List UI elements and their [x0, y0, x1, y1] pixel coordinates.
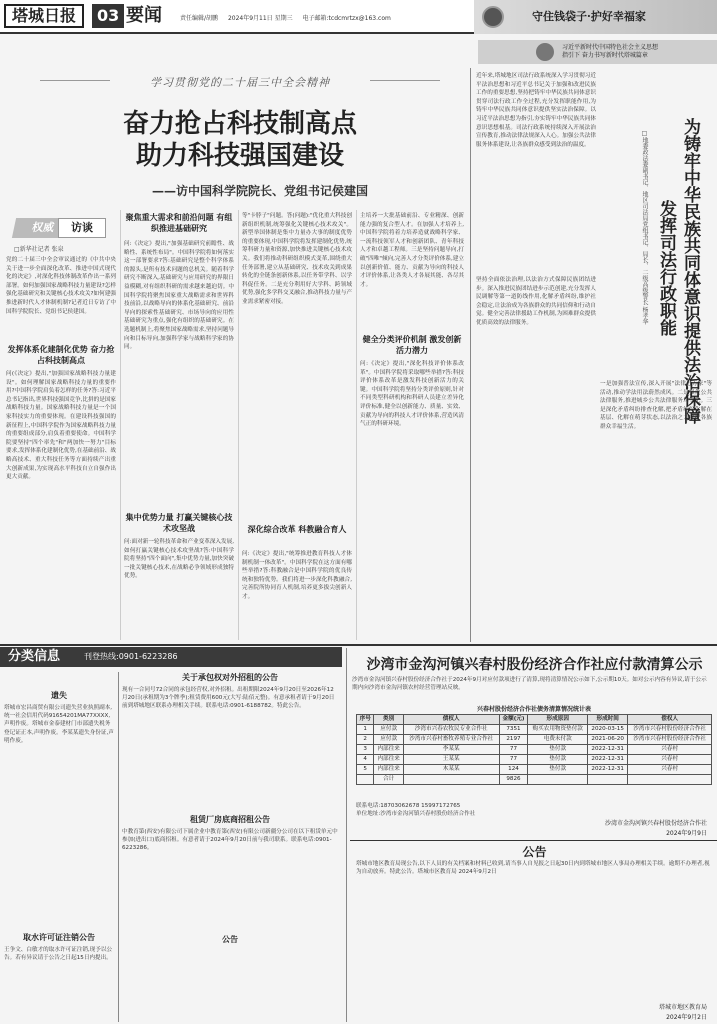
column-2-text: 问:《决定》提出,"加强基础研究前瞻性、战略性、系统性布局"。中国科学院将如何落实这一部署要求?答:基础研究是整个科学体系的源头,是所有技术问题的总机关。随着科学研究不断深入,基础研究与应用研究的界限日益模糊,对有组织科研的需求越来越迫切。中国科学院将聚焦国家重大战略需求和世界科技前沿,以战略导向的体系化基础研究、前沿导向的探索性基础研究、市场导向的应用性基础研究为重点,强化有组织的基础研究。在选题机制上,将聚焦国家战略需求,坚持问题导向和目标导向,加强科学家与战略科学家的协同。 — [124, 241, 234, 351]
table-cell: 2022-12-31 — [588, 765, 628, 775]
rent-notice-title: 租赁厂房底商招租公告 — [190, 815, 270, 824]
table-cell: 应付款 — [374, 735, 403, 745]
table-cell: 垫付款 — [528, 755, 588, 765]
right-article-text-b: 坚持全面依法治理,以法治方式保障民族团结进步。深入推进民族团结进步示范创建,充分发挥人民调解等第一道防线作用,化解矛盾纠纷,维护社会稳定,让法治成为各族群众的共同信仰和行动自觉。健全完善法律援助工作机制,为困难群众提供优质高效的法律服务。 — [476, 277, 596, 326]
column-rule — [238, 210, 239, 640]
table-cell — [357, 775, 374, 785]
table-cell: 垫付款 — [528, 745, 588, 755]
column-rule — [120, 210, 121, 640]
table-cell: 2022-12-31 — [588, 755, 628, 765]
table-header: 债权人 — [403, 715, 499, 725]
table-cell — [628, 775, 712, 785]
right-banner-text — [562, 44, 658, 60]
table-row — [357, 725, 712, 735]
table-cell: 1 — [357, 725, 374, 735]
column-2b-text: 问:面对新一轮科技革命和产业变革深入发展,如何打赢关键核心技术攻坚战?答:中国科学院将坚持"四个面向",集中优势力量,加快突破一批关键核心技术,在战略必争领域形成独特优势。 — [124, 539, 234, 580]
lease-notice-title: 关于承包权对外招租的公告 — [182, 673, 278, 682]
table-cell: 124 — [499, 765, 528, 775]
banner-slogan: 守住钱袋子·护好幸福家 — [532, 10, 646, 23]
table-cell: 电费未付款 — [528, 735, 588, 745]
table-cell: 内部往来 — [374, 765, 403, 775]
announce-notice-title: 公告 — [222, 935, 238, 944]
table-cell: 兴春村 — [628, 755, 712, 765]
lease-notice-text: 现有一合同号72合同的承包经营权,对外招租。出租期限2024年9月20日至2026年12月20日(承租期为3个牌季);租赁费用600元(大写:陆佰元整)。有意承租者请于9月20日前到塔城地区联系办理相关手续。联系电话:0901-6188782。特此公告。 — [122, 687, 335, 710]
table-cell: 2021-06-20 — [588, 735, 628, 745]
byline: □新华社记者 张泉 — [14, 246, 64, 253]
column-3-text: 等"卡脖子"问题。答(问题):"优化重大科技创新组织机制,统筹强化关键核心技术攻关"。新型举国体制是集中力量办大事的制度优势的重要体现,中国科学院将发挥建制化优势,统筹科研力量和资源,加快推进关键核心技术攻关。我们将推动科研组织模式变革,围绕重大任务部署,建立从基础研究、技术攻关到成果转化的全链条创新体系,以任务带学科、以学科促任务。二是充分利用好大学科、跨领域优势,强化多学科交叉融合,推动科技力量与产业需求紧密对接。 — [242, 213, 352, 305]
table-header: 形成原因 — [528, 715, 588, 725]
table-cell: 合计 — [374, 775, 403, 785]
auction-notice-title: 取水许可证注销公告 — [23, 933, 95, 942]
flag-icon — [536, 43, 554, 61]
table-cell: 9826 — [499, 775, 528, 785]
column-3b-text: 问:《决定》提出,"统筹推进教育科技人才体制机制一体改革"。中国科学院在这方面有哪些举措?答:科教融合是中国科学院的优良传统和独特优势。我们将进一步深化科教融合,完善院所协同育人机制,培养更多拔尖创新人才。 — [242, 551, 352, 600]
right-banner-line2: 指引下 奋力书写新时代塔城篇章 — [562, 52, 648, 59]
classifieds-phone: 刊登热线:0901-6223286 — [84, 652, 178, 661]
page-number: 03 — [92, 4, 124, 28]
announce-date: 2024年9月2日 — [666, 1014, 707, 1021]
column-tag-2: 访谈 — [58, 218, 106, 238]
table-cell: 沙湾市兴春村股份经济合作社 — [628, 735, 712, 745]
announce-text: 塔城市地区教育局现公告,以下人员的有关档案和材料已收到,请当事人自见报之日起30日内到塔城市地区人事局办理相关手续。逾期不办理者,视为自动放弃。特此公告。塔城市区教育局 2024年9月2日 — [356, 861, 710, 876]
table-cell: 沙湾市兴春村股份经济合作社 — [628, 725, 712, 735]
right-article-text-c: 一是加强普法宣传,深入开展"法律进万家"等活动,推动学法用法蔚然成风。二是强化公共法律服务,推进城乡公共法律服务均等化。三是深化矛盾纠纷排查化解,把矛盾纠纷化解在基层、化解在萌芽状态,以法治之力守护各族群众幸福生活。 — [600, 381, 712, 430]
right-article-title: 为铸牢中华民族共同体意识提供法治保障 — [680, 118, 700, 424]
table-cell: 2020-03-15 — [588, 725, 628, 735]
table-cell: 5 — [357, 765, 374, 775]
section-heading-5: 健全分类评价机制 激发创新活力潜力 — [362, 335, 462, 355]
intro-text: 党的二十届三中全会审议通过的《中共中央关于进一步全面深化改革、推进中国式现代化的决定》,对深化科技体制改革作出一系列部署。如何加强国家战略科技力量建设?怎样强化基础研究和关键核心技术攻关?如何建强推进新时代人才体制机制?记者近日专访了中国科学院院长、党组书记侯建国。 — [6, 257, 116, 315]
table-cell: 李某某 — [403, 745, 499, 755]
contact-address: 单位地址:沙湾市金沟河镇兴春村股份经济合作社 — [356, 811, 476, 818]
notice-signer: 沙湾市金沟河镇兴春村股份经济合作社 — [604, 820, 707, 827]
headline-line2: 助力科技强国建设 — [135, 141, 344, 171]
auction-notice-text: 王争文、白敏才的取水许可证注销,现予以公告。若有异议请于公告之日起15日内提出。 — [4, 947, 113, 962]
section-divider — [470, 68, 471, 642]
table-cell: 兴春村 — [628, 765, 712, 775]
table-header: 序号 — [357, 715, 374, 725]
classifieds-title: 分类信息 — [8, 649, 61, 664]
editor: 责任编辑/胡鹏 — [180, 15, 219, 22]
section-heading-4: 深化综合改革 科教融合育人 — [247, 525, 347, 534]
column-4b-text: 问:《决定》提出,"深化科技评价体系改革"。中国科学院将采取哪些举措?答:科技评价体系改革是激发科技创新活力的关键。中国科学院将坚持分类评价原则,针对不同类型科研机构和科研人员建立差异化评价标准,健全以创新能力、质量、实效、贡献为导向的科技人才评价体系,营造风清气正的科研环境。 — [360, 361, 464, 428]
table-cell: 购买农用物资垫付款 — [528, 725, 588, 735]
table-cell: 王某某 — [403, 755, 499, 765]
table-row — [357, 745, 712, 755]
section-divider — [0, 644, 717, 646]
column-tag: 权威 — [12, 218, 74, 238]
table-header: 类别 — [374, 715, 403, 725]
table-row — [357, 735, 712, 745]
table-cell: 77 — [499, 755, 528, 765]
table-header-row — [357, 715, 712, 725]
notice-title: 沙湾市金沟河镇兴春村股份经济合作社应付款清算公示 — [366, 657, 703, 673]
contact-phone: 联系电话:18703062678 15997172765 — [356, 803, 461, 809]
classifieds-bar — [0, 647, 342, 667]
table-header: 偿权人 — [628, 715, 712, 725]
email: 电子邮箱:tcdcmrtzx@163.com — [302, 15, 391, 22]
right-article-title-2: 发挥司法行政职能 — [656, 200, 676, 336]
section-heading-3: 集中优势力量 打赢关键核心技术攻坚战 — [125, 513, 233, 533]
feature-motto: 学习贯彻党的二十届三中全会精神 — [150, 76, 330, 89]
announce-signer: 塔城市地区教育局 — [658, 1004, 707, 1011]
notice-intro: 沙湾市金沟河镇兴春村股份经济合作社于2024年9月对应付款项进行了清算,现将清算情况公示如下,公示期10天。如对公示内容有异议,请于公示期内向沙湾市金沟河镇农村经营管理站反映。 — [352, 677, 707, 691]
right-article-text-a: 近年来,塔城地区司法行政系统深入学习贯彻习近平法治思想和习近平总书记关于加强和改进民族工作的重要思想,坚持把铸牢中华民族共同体意识贯穿司法行政工作全过程,充分发挥职能作用,为铸牢中华民族共同体意识提供坚实法治保障。以习近平法治思想为指引,夯实铸牢中华民族共同体意识思想根基。司法行政系统持续深入开展法治宣传教育,推动法律法规深入人心。加强公共法律服务体系建设,让各族群众感受到法治的温度。 — [476, 73, 596, 148]
table-cell: 垫付款 — [528, 765, 588, 775]
slogan-banner — [474, 0, 717, 34]
masthead — [0, 0, 717, 34]
column-1-text: 问(《决定》提出,"加强国家战略科技力量建设"。如何理解国家战略科技力量的重要作用?中国科学院肩负着怎样的任务?答:习近平总书记指出,世界科技强国竞争,比拼的是国家战略科技力量。国家战略科技力量是一个国家科技实力的重要体现。在建设科技强国的新征程上,中国科学院作为国家战略科技力量的重要组成部分,肩负着重要使命。中国科学院要坚持"四个率先"和"两加快一努力"目标要求,发挥体系化建制化优势,在基础前沿、战略高技术、重大科技任务等方面持续产出重大创新成果,为实现高水平科技自立自强作出更大贡献。 — [6, 371, 116, 481]
section-heading-2: 聚焦重大需求和前沿问题 有组织推进基础研究 — [125, 213, 233, 233]
table-cell: 兴春村 — [628, 745, 712, 755]
notice-contact — [356, 802, 596, 822]
right-article-byline: □地委政法委副书记、地区司法局党组书记、局长、二级高级警长 杨孝华 — [641, 130, 648, 325]
table-caption: 兴春村股份经济合作社债务清算情况统计表 — [476, 706, 591, 713]
divider — [350, 840, 717, 841]
lost-notice-title: 遗失 — [51, 691, 67, 700]
table-cell — [528, 775, 588, 785]
table-row — [357, 755, 712, 765]
table-cell: 沙湾市兴春村畜牧养殖专业合作社 — [403, 735, 499, 745]
table-cell: 应付款 — [374, 725, 403, 735]
table-cell: 沙湾市兴春农牧民专业合作社 — [403, 725, 499, 735]
subheadline: ——访中国科学院院长、党组书记侯建国 — [151, 184, 368, 198]
table-cell — [588, 775, 628, 785]
table-header: 形成时间 — [588, 715, 628, 725]
section-divider — [346, 648, 347, 1022]
table-cell: 77 — [499, 745, 528, 755]
right-banner — [478, 40, 717, 64]
column-4-text: 主培养一大批基础前沿、专业精深、创新能力强的复合型人才。在加强人才培养上,中国科学院将着力培养造就战略科学家、一流科技领军人才和创新团队、青年科技人才和卓越工程师。三是坚持问题导向,打破"四唯"倾向,完善人才分类评价体系,建立以创新价值、能力、贡献为导向的科技人才评价体系,让各类人才各展其能、各尽其才。 — [360, 213, 464, 288]
table-cell: 内部往来 — [374, 745, 403, 755]
table-cell: 2022-12-31 — [588, 745, 628, 755]
paper-logo: 塔城日报 — [4, 4, 84, 28]
lost-notice-text: 塔城市宏昌商贸有限公司遗失营业执照副本,统一社会信用代码91654201MA77XXXX,声明作废。塔城市金泰建材门市部遗失税务登记证正本,声明作废。李某某遗失身份证,声明作废。 — [4, 705, 114, 744]
table-cell: 3 — [357, 745, 374, 755]
table-row — [357, 765, 712, 775]
headline — [20, 108, 460, 172]
settlement-table — [356, 714, 712, 785]
table-cell: 内部往来 — [374, 755, 403, 765]
column-rule — [118, 672, 119, 1022]
emblem-icon — [482, 6, 504, 28]
column-rule — [356, 210, 357, 640]
section-heading-1: 发挥体系化建制化优势 奋力抢占科技制高点 — [7, 345, 115, 365]
issue-date: 2024年9月11日 星期三 — [227, 15, 293, 22]
section-title: 要闻 — [126, 5, 162, 26]
right-banner-line1: 习近平新时代中国特色社会主义思想 — [562, 44, 659, 51]
table-cell — [403, 775, 499, 785]
table-cell: 木某某 — [403, 765, 499, 775]
table-cell: 7351 — [499, 725, 528, 735]
table-cell: 2197 — [499, 735, 528, 745]
table-cell: 4 — [357, 755, 374, 765]
headline-line1: 奋力抢占科技制高点 — [122, 109, 357, 139]
table-header: 金额(元) — [499, 715, 528, 725]
announce-title: 公告 — [522, 845, 547, 859]
table-total-row — [357, 775, 712, 785]
notice-date: 2024年9月9日 — [666, 830, 707, 837]
table-cell: 2 — [357, 735, 374, 745]
issue-meta — [180, 13, 399, 22]
rent-notice-text: 中教育第(西安)有限公司下属企业中教育第(西安)有限公司新疆分公司在以下租赁单元中参加(进出口)底商招租。有意者请于2024年9月20日前与我司联系。联系电话:0901-6223286。 — [122, 829, 338, 852]
